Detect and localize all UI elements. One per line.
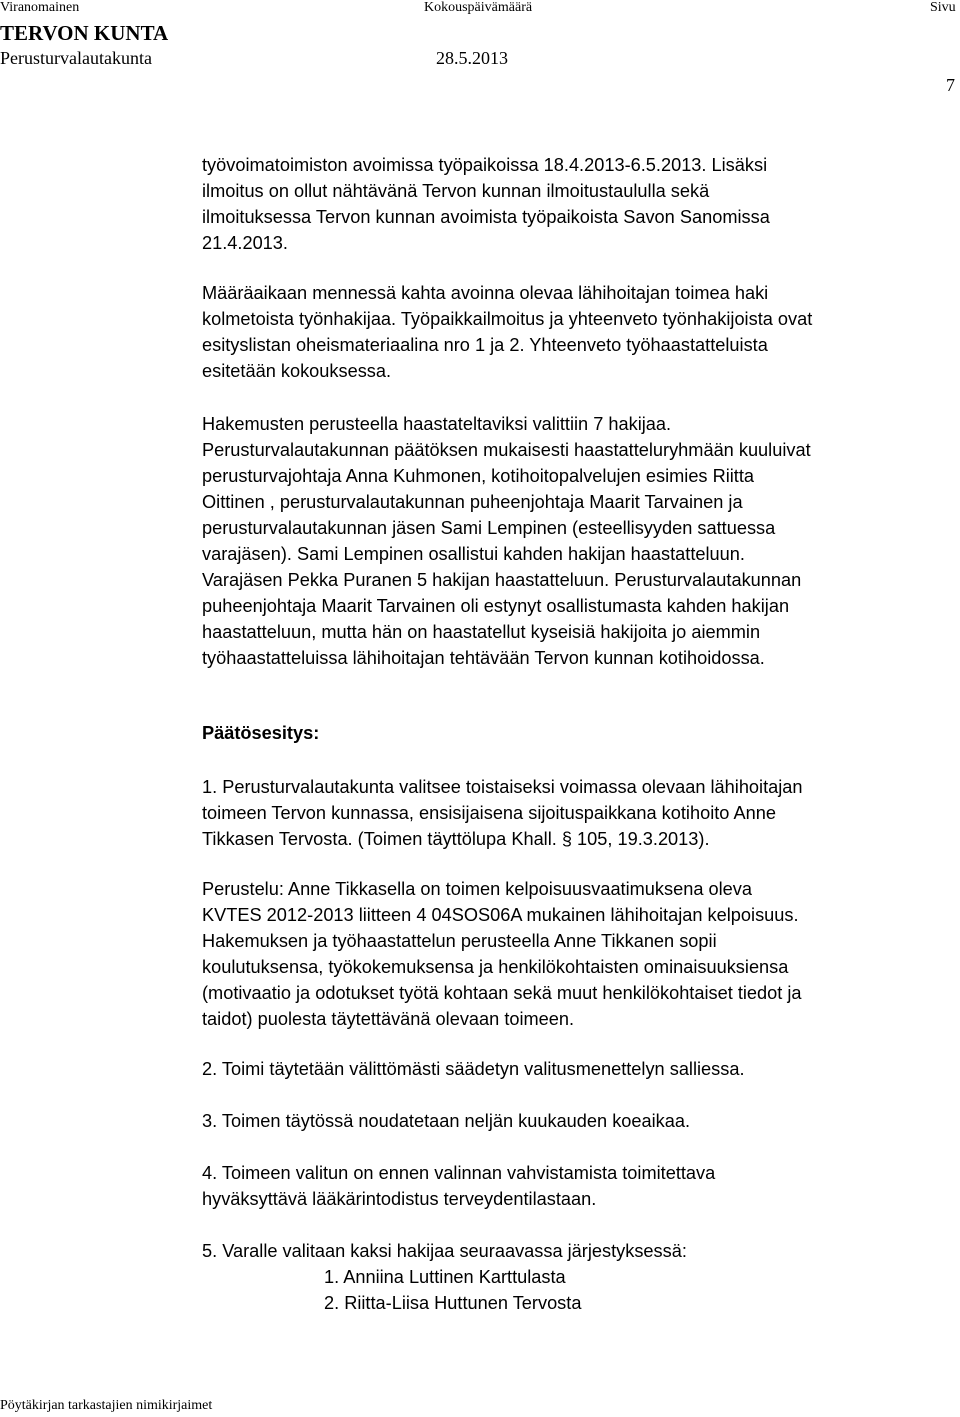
- paragraph-applicants: [202, 280, 958, 384]
- footer-inspectors-initials: Pöytäkirjan tarkastajien nimikirjaimet: [0, 1398, 213, 1413]
- text-line: 21.4.2013.: [202, 233, 288, 253]
- text-line: Varajäsen Pekka Puranen 5 hakijan haastatteluun. Perusturvalautakunnan: [202, 570, 802, 590]
- text-line: perusturvalautakunnan jäsen Sami Lempinen (esteellisyyden sattuessa: [202, 518, 776, 538]
- text-line: puheenjohtaja Maarit Tarvainen oli estynyt osallistumasta kahden hakijan: [202, 596, 790, 616]
- text-line: Oittinen , perusturvalautakunnan puheenjohtaja Maarit Tarvainen ja: [202, 492, 743, 512]
- meeting-date: 28.5.2013: [436, 48, 508, 68]
- header-date-label: Kokouspäivämäärä: [424, 0, 533, 15]
- text-line: Perustelu: Anne Tikkasella on toimen kelpoisuusvaatimuksena oleva: [202, 879, 752, 899]
- text-line: Hakemusten perusteella haastateltaviksi valittiin 7 hakijaa.: [202, 414, 672, 434]
- board-name: Perusturvalautakunta: [0, 48, 152, 68]
- text-line: koulutuksensa, työkokemuksensa ja henkilökohtaisten ominaisuuksiensa: [202, 957, 789, 977]
- text-line: työvoimatoimiston avoimissa työpaikoissa 18.4.2013-6.5.2013. Lisäksi: [202, 155, 768, 175]
- decision-item-3: 3. Toimen täytössä noudatetaan neljän kuukauden koeaikaa.: [202, 1111, 691, 1131]
- text-line: työhaastatteluissa lähihoitajan tehtävään Tervon kunnan kotihoidossa.: [202, 648, 765, 668]
- municipality-name: TERVON KUNTA: [0, 21, 169, 45]
- text-line: 4. Toimeen valitun on ennen valinnan vahvistamista toimitettava: [202, 1163, 716, 1183]
- text-line: esityslistan oheismateriaalina nro 1 ja 2. Yhteenveto työhaastatteluista: [202, 335, 768, 355]
- paragraph-application-notice: [202, 152, 958, 256]
- reserve-candidate-1: 1. Anniina Luttinen Karttulasta: [324, 1267, 566, 1287]
- text-line: Tikkasen Tervosta. (Toimen täyttölupa Khall. § 105, 19.3.2013).: [202, 829, 710, 849]
- text-line: Hakemuksen ja työhaastattelun perusteella Anne Tikkanen sopii: [202, 931, 717, 951]
- decision-item-4: [202, 1160, 958, 1212]
- page-number: 7: [946, 75, 955, 95]
- decision-item-1: [202, 774, 958, 852]
- text-line: ilmoitus on ollut nähtävänä Tervon kunnan ilmoitustaululla sekä: [202, 181, 710, 201]
- text-line: toimeen Tervon kunnassa, ensisijaisena sijoituspaikkana kotihoito Anne: [202, 803, 776, 823]
- text-line: taidot) puolesta täytettävänä olevaan toimeen.: [202, 1009, 575, 1029]
- header-page-label: Sivu: [930, 0, 956, 15]
- text-line: Määräaikaan mennessä kahta avoinna olevaa lähihoitajan toimea haki: [202, 283, 769, 303]
- decision-item-2: 2. Toimi täytetään välittömästi säädetyn valitusmenettelyn salliessa.: [202, 1059, 745, 1079]
- header-authority-label: Viranomainen: [0, 0, 80, 15]
- text-line: kolmetoista työnhakijaa. Työpaikkailmoitus ja yhteenveto työnhakijoista ovat: [202, 309, 813, 329]
- text-line: varajäsen). Sami Lempinen osallistui kahden hakijan haastatteluun.: [202, 544, 745, 564]
- text-line: hyväksyttävä lääkärintodistus terveydentilastaan.: [202, 1189, 597, 1209]
- decision-proposal-heading: Päätösesitys:: [202, 723, 320, 743]
- text-line: ilmoituksessa Tervon kunnan avoimista työpaikoista Savon Sanomissa: [202, 207, 770, 227]
- text-line: Perusturvalautakunnan päätöksen mukaisesti haastatteluryhmään kuuluivat: [202, 440, 811, 460]
- text-line: haastatteluun, mutta hän on haastatellut kyseisiä hakijoita jo aiemmin: [202, 622, 761, 642]
- reserve-candidate-2: 2. Riitta-Liisa Huttunen Tervosta: [324, 1293, 582, 1313]
- text-line: esitetään kokouksessa.: [202, 361, 392, 381]
- decision-justification: [202, 876, 958, 1032]
- text-line: 5. Varalle valitaan kaksi hakijaa seuraavassa järjestyksessä:: [202, 1241, 687, 1261]
- text-line: (motivaatio ja odotukset työtä kohtaan sekä muut henkilökohtaiset tiedot ja: [202, 983, 802, 1003]
- text-line: KVTES 2012-2013 liitteen 4 04SOS06A mukainen lähihoitajan kelpoisuus.: [202, 905, 799, 925]
- decision-item-5: [202, 1238, 958, 1316]
- paragraph-interviews: [202, 411, 958, 671]
- text-line: 1. Perusturvalautakunta valitsee toistaiseksi voimassa olevaan lähihoitajan: [202, 777, 803, 797]
- text-line: perusturvajohtaja Anna Kuhmonen, kotihoitopalvelujen esimies Riitta: [202, 466, 755, 486]
